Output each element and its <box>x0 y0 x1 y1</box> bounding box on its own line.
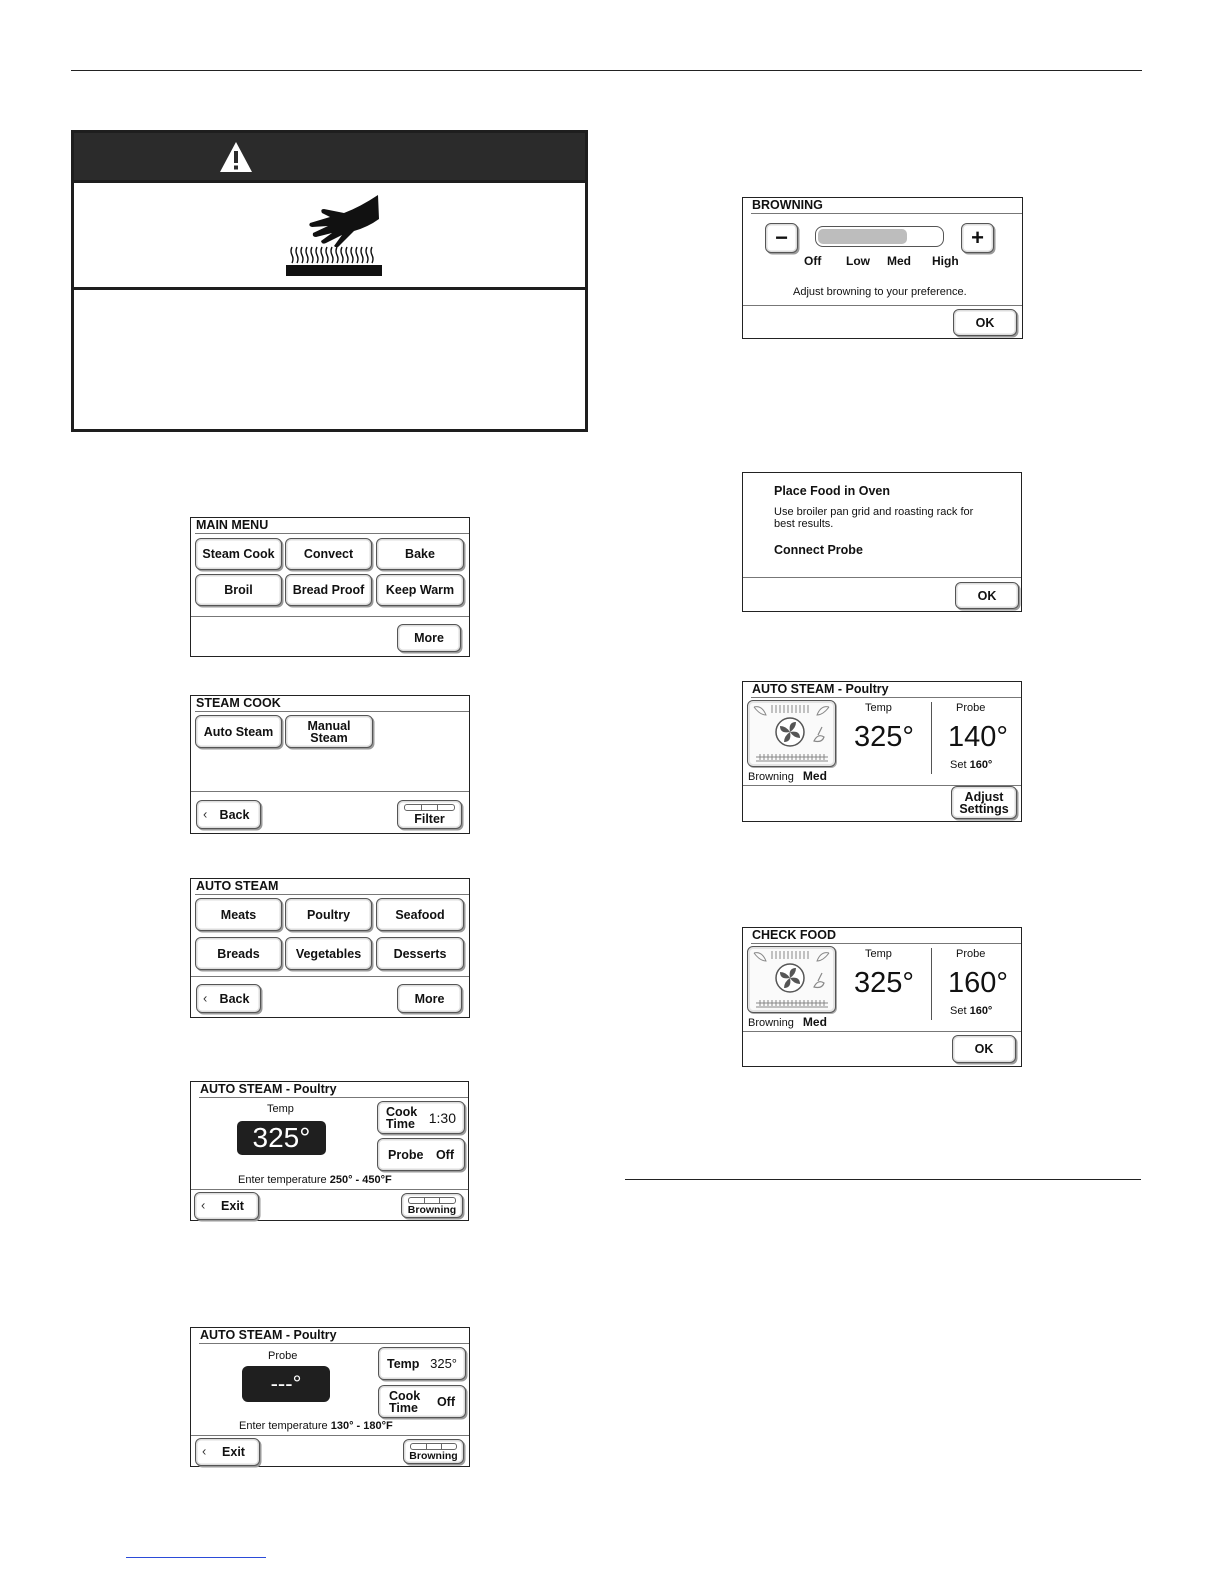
footer-divider <box>743 577 1021 578</box>
filter-icon <box>404 804 455 811</box>
oven-status-panel <box>747 946 836 1013</box>
cook-time-value: 1:30 <box>428 1109 456 1126</box>
footer-divider <box>191 791 469 792</box>
oven-status-panel <box>747 700 836 767</box>
browning-status-label: Browning <box>748 1017 794 1029</box>
probe-display[interactable]: ---° <box>242 1366 330 1402</box>
probe-label: Probe <box>956 702 986 714</box>
probe-value: 140° <box>948 721 1008 753</box>
more-button[interactable]: More <box>397 984 462 1013</box>
footer-divider <box>191 616 469 617</box>
probe-label: Probe <box>956 948 986 960</box>
temp-button-label: Temp <box>387 1356 420 1371</box>
set-label: Set <box>950 1005 967 1017</box>
breads-button[interactable]: Breads <box>195 937 282 970</box>
back-label: Back <box>219 991 250 1006</box>
chevron-left-icon: ‹ <box>201 1197 206 1213</box>
exit-label: Exit <box>221 1199 244 1213</box>
vegetables-button[interactable]: Vegetables <box>285 937 372 970</box>
probe-button-value: Off <box>435 1147 454 1162</box>
button-label-line2: Time <box>386 1116 415 1131</box>
chevron-left-icon: ‹ <box>203 805 208 821</box>
bread-proof-button[interactable]: Bread Proof <box>285 574 372 606</box>
poultry-button[interactable]: Poultry <box>285 898 372 931</box>
browning-label: Browning <box>407 1204 457 1216</box>
filter-label: Filter <box>414 811 445 826</box>
probe-button-label: Probe <box>388 1147 424 1162</box>
poultry-probe-screen <box>190 1327 470 1467</box>
main-menu-screen <box>190 517 470 657</box>
chevron-left-icon: ‹ <box>202 1443 207 1459</box>
temperature-range-hint <box>239 1420 393 1432</box>
button-label-line2: Time <box>389 1400 418 1415</box>
set-value: 160° <box>969 1005 993 1017</box>
footer-divider <box>191 1189 468 1190</box>
warning-box <box>71 130 588 432</box>
button-label-line1: Manual <box>307 718 351 733</box>
seafood-button[interactable]: Seafood <box>376 898 464 931</box>
cook-time-value: Off <box>436 1394 455 1409</box>
place-food-screen <box>742 472 1022 612</box>
browning-status <box>748 1015 827 1029</box>
level-off: Off <box>804 254 822 268</box>
temp-label: Temp <box>865 702 892 714</box>
hint-prefix: Enter temperature <box>239 1420 328 1432</box>
column-divider <box>931 948 932 1020</box>
footer-divider <box>191 1435 469 1436</box>
warning-header <box>74 133 585 180</box>
button-label-line1: Cook <box>386 1104 418 1119</box>
exit-button[interactable] <box>194 1192 259 1220</box>
browning-screen <box>742 197 1023 339</box>
browning-hint: Adjust browning to your preference. <box>793 286 967 298</box>
more-button[interactable]: More <box>397 624 461 652</box>
temp-display[interactable]: 325° <box>237 1121 326 1155</box>
browning-slider-fill <box>818 229 907 244</box>
hot-surface-hand-icon <box>282 193 382 279</box>
filter-button[interactable] <box>397 800 462 829</box>
broil-button[interactable]: Broil <box>195 574 282 606</box>
browning-slider-icon <box>408 1197 456 1204</box>
level-high: High <box>932 254 959 268</box>
running-screen <box>742 681 1022 822</box>
footer-divider <box>743 1031 1021 1032</box>
back-button[interactable] <box>196 800 261 829</box>
browning-button[interactable] <box>401 1193 463 1218</box>
bake-button[interactable]: Bake <box>376 538 464 570</box>
level-low: Low <box>846 254 870 268</box>
column-divider <box>931 702 932 774</box>
adjust-settings-button[interactable] <box>951 786 1017 819</box>
screen-title: CHECK FOOD <box>751 928 1021 944</box>
decrease-button[interactable]: − <box>765 223 798 253</box>
temp-button[interactable] <box>378 1347 466 1380</box>
temp-value: 325° <box>854 721 914 753</box>
increase-button[interactable]: + <box>961 223 994 253</box>
desserts-button[interactable]: Desserts <box>376 937 464 970</box>
manual-steam-button[interactable] <box>285 715 373 748</box>
back-button[interactable] <box>196 984 261 1013</box>
hint-range: 250° - 450°F <box>329 1174 392 1186</box>
probe-set-point <box>950 759 992 771</box>
browning-status <box>748 769 827 783</box>
section-rule <box>625 1179 1141 1180</box>
poultry-temp-screen <box>190 1081 469 1221</box>
ok-button[interactable]: OK <box>952 1035 1016 1063</box>
place-food-line2: best results. <box>774 518 834 530</box>
auto-steam-button[interactable]: Auto Steam <box>195 715 282 748</box>
screen-title: AUTO STEAM - Poultry <box>199 1082 468 1098</box>
steam-convection-fan-icon <box>748 701 835 766</box>
browning-button[interactable] <box>403 1439 464 1464</box>
chevron-left-icon: ‹ <box>203 989 208 1005</box>
check-food-screen <box>742 927 1022 1067</box>
screen-title: STEAM COOK <box>195 696 469 712</box>
screen-title: MAIN MENU <box>195 518 469 534</box>
temp-button-value: 325° <box>430 1355 457 1371</box>
set-value: 160° <box>969 759 993 771</box>
warning-symbol-panel <box>74 180 585 290</box>
steam-convection-fan-icon <box>748 947 835 1012</box>
browning-status-label: Browning <box>748 771 794 783</box>
temperature-range-hint <box>238 1174 392 1186</box>
browning-label: Browning <box>409 1450 458 1462</box>
probe-set-point <box>950 1005 992 1017</box>
place-food-heading: Place Food in Oven <box>774 484 890 498</box>
temp-label: Temp <box>865 948 892 960</box>
hint-range: 130° - 180°F <box>330 1420 393 1432</box>
back-label: Back <box>219 807 250 822</box>
ok-button[interactable]: OK <box>955 582 1019 609</box>
connect-probe-text: Connect Probe <box>774 543 863 557</box>
cook-time-button[interactable] <box>378 1385 466 1418</box>
browning-status-value: Med <box>802 1015 827 1029</box>
screen-title: AUTO STEAM <box>195 879 469 895</box>
convect-button[interactable]: Convect <box>285 538 372 570</box>
exit-label: Exit <box>222 1445 245 1459</box>
footer-link-underline[interactable] <box>126 1557 266 1558</box>
set-label: Set <box>950 759 967 771</box>
screen-title: AUTO STEAM - Poultry <box>751 682 1021 698</box>
steam-cook-screen <box>190 695 470 834</box>
temp-value: 325° <box>854 967 914 999</box>
browning-slider[interactable] <box>815 226 944 247</box>
button-label-line1: Adjust <box>964 789 1004 804</box>
top-rule <box>71 70 1142 71</box>
footer-divider <box>191 976 469 977</box>
button-label-line2: Steam <box>310 730 348 745</box>
meats-button[interactable]: Meats <box>195 898 282 931</box>
footer-divider <box>743 305 1022 306</box>
probe-label: Probe <box>268 1350 298 1362</box>
probe-button[interactable] <box>377 1138 465 1171</box>
screen-title: BROWNING <box>751 198 1022 214</box>
auto-steam-screen <box>190 878 470 1018</box>
warning-triangle-icon <box>219 141 253 173</box>
steam-cook-button[interactable]: Steam Cook <box>195 538 282 570</box>
cook-time-button[interactable] <box>377 1101 465 1134</box>
button-label-line2: Settings <box>959 801 1009 816</box>
level-med: Med <box>887 254 911 268</box>
exit-button[interactable] <box>195 1438 260 1466</box>
ok-button[interactable]: OK <box>953 309 1017 336</box>
keep-warm-button[interactable]: Keep Warm <box>376 574 464 606</box>
browning-slider-icon <box>410 1443 457 1450</box>
button-label-line1: Cook <box>389 1388 421 1403</box>
temp-label: Temp <box>267 1103 294 1115</box>
place-food-line1: Use broiler pan grid and roasting rack for <box>774 506 974 518</box>
browning-status-value: Med <box>802 769 827 783</box>
hint-prefix: Enter temperature <box>238 1174 327 1186</box>
probe-value: 160° <box>948 967 1008 999</box>
screen-title: AUTO STEAM - Poultry <box>199 1328 469 1344</box>
